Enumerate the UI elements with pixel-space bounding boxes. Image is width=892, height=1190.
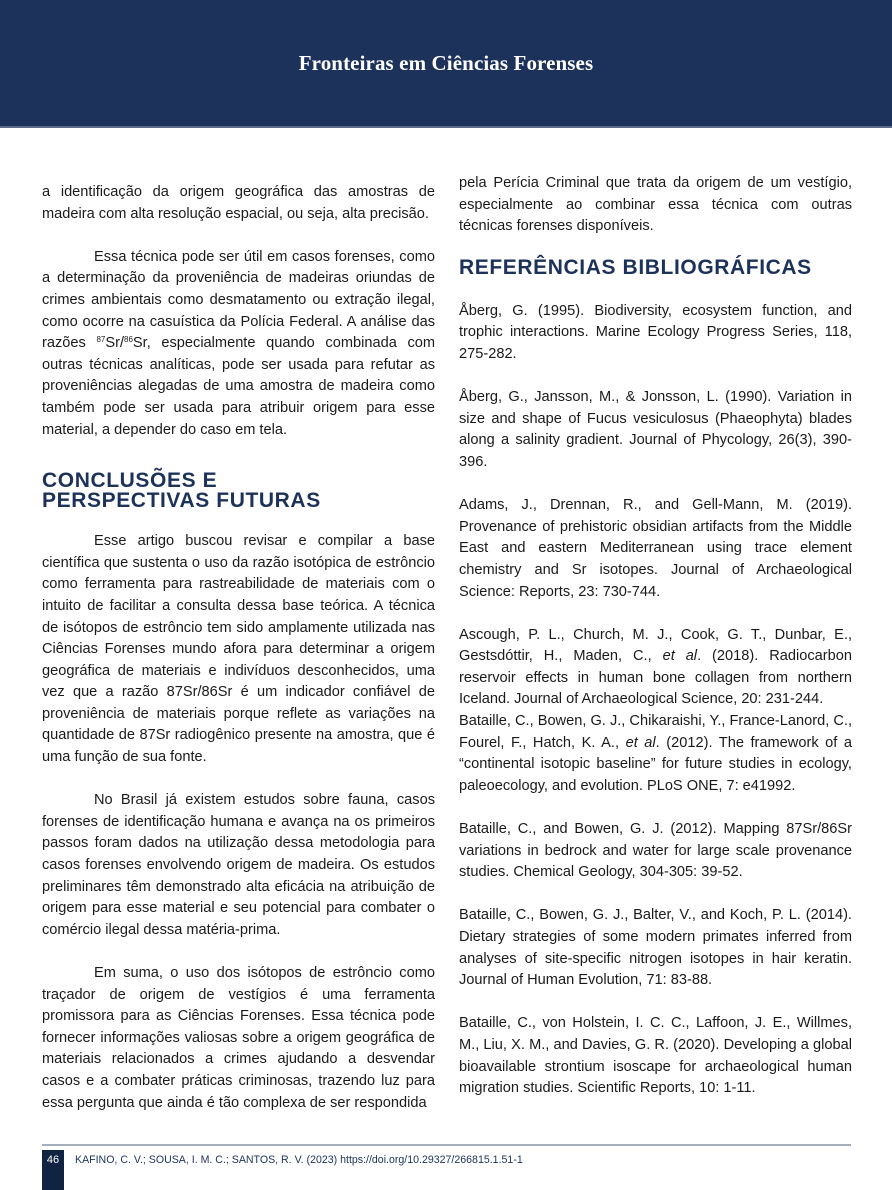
text-run: Essa técnica pode ser útil em casos forenses, como a determinação da proveniência de madeiras oriundas de crimes ambientais como desmatamento ou extração ilegal, como ocorre na casuística da Polícia Federal. A análise das razões [42,248,435,352]
heading-line: PERSPECTIVAS FUTURAS [42,489,321,513]
body-paragraph: Em suma, o uso dos isótopos de estrôncio como traçador de origem de vestígios é uma ferramenta promissora para as Ciências Forenses. Essa técnica pode fornecer informações valiosas sobre a origem geográfica de materiais relacionados a crimes ajudando a desvendar casos e a combater práticas criminosas, trazendo luz para essa pergunta que ainda é tão complexa de ser respondida [42,965,435,1111]
reference-text: Adams, J., Drennan, R., and Gell-Mann, M. (2019). Provenance of prehistoric obsidian artifacts from the Middle East and eastern Mediterranean using trace element chemistry and Sr isotopes. Journal of Archaeological Science: Reports, 23: 730-744. [459,497,852,600]
reference-text: Bataille, C., Bowen, G. J., Balter, V., and Koch, P. L. (2014). Dietary strategies of some modern primates inferred from analyses of site-specific nitrogen isotopes in hair keratin. Journal of Human Evolution, 71: 83-88. [459,907,852,989]
reference-text: Bataille, C., Bowen, G. J., Chikaraishi, Y., France-Lanord, C., Fourel, F., Hatch, K. A., [459,713,852,751]
reference-text: Åberg, G. (1995). Biodiversity, ecosystem function, and trophic interactions. Marine Ecology Progress Series, 118, 275-282. [459,302,852,362]
left-column [42,182,435,1114]
reference-text: . (2012). The framework of a “continental isotopic baseline” for future studies in ecology, paleoecology, and evolution. PLoS ONE, 7: e41992. [459,734,852,794]
section-heading-references: REFERÊNCIAS BIBLIOGRÁFICAS [459,255,812,279]
reference-text: Bataille, C., von Holstein, I. C. C., Laffoon, J. E., Willmes, M., Liu, X. M., and Davies, G. R. (2020). Developing a global bioavailable strontium isoscape for archaeological human migration studies. Scientific Reports, 10: 1-11. [459,1015,852,1097]
reference-text: Åberg, G., Jansson, M., & Jonsson, L. (1990). Variation in size and shape of Fucus vesiculosus (Phaeophyta) blades along a salinity gradient. Journal of Phycology, 26(3), 390-396. [459,389,852,470]
reference-item [459,905,852,991]
journal-title: Fronteiras em Ciências Forenses [298,51,594,75]
body-paragraph [42,247,435,441]
heading-line: CONCLUSÕES E [42,469,218,493]
body-paragraph: Esse artigo buscou revisar e compilar a base científica que sustenta o uso da razão isotópica de estrôncio como ferramenta para rastreabilidade de materiais com o intuito de facilitar a consulta dessa base teórica. A técnica de isótopos de estrôncio tem sido amplamente utilizada nas Ciências Forenses mundo afora para determinar a origem geográfica de materiais e indivíduos desconhecidos, uma vez que a razão 87Sr/86Sr é um indicador confiável de proveniência de materiais porque reflete as variações na quantidade de 87Sr radiogênico presente na amostra, que é uma função de sua fonte. [42,533,435,766]
reference-text: Bataille, C., and Bowen, G. J. (2012). Mapping 87Sr/86Sr variations in bedrock and water for large scale provenance studies. Chemical Geology, 304-305: 39-52. [459,821,852,881]
reference-item [459,625,852,711]
journal-header [0,0,892,128]
reference-text: . (2018). Radiocarbon reservoir effects in human bone collagen from northern Iceland. Journal of Archaeological Science, 20: 231-244. [459,648,852,708]
section-heading-conclusions [42,471,435,511]
right-column [459,173,852,1100]
reference-italic: et al [662,648,698,665]
page-number: 46 [42,1150,64,1190]
reference-list [459,301,852,1100]
reference-item [459,495,852,603]
text-run: Sr, especialmente quando combinada com outras técnicas analíticas, pode ser usada para refutar as proveniências alegadas de uma amostra de madeira como também pode ser usada para atribuir origem para esse material, a depender do caso em tela. [42,335,436,438]
body-paragraph: a identificação da origem geográfica das amostras de madeira com alta resolução espacial, ou seja, alta precisão. [42,184,435,222]
body-paragraph: No Brasil já existem estudos sobre fauna, casos forenses de identificação humana e avança na os primeiros passos foram dados na utilização dessa metodologia para casos forenses envolvendo origem de madeira. Os estudos preliminares têm demonstrado alta eficácia na atribuição de origem para esse material e seu potencial para combater o comércio ilegal dessa matéria-prima. [42,792,435,938]
reference-item [459,711,852,797]
reference-item [459,301,852,366]
reference-italic: et al [625,734,656,751]
superscript: 86 [124,335,133,345]
body-paragraph: pela Perícia Criminal que trata da origem de um vestígio, especialmente ao combinar essa técnica com outras técnicas forenses disponíveis. [459,175,852,235]
reference-item [459,387,852,473]
reference-item [459,819,852,884]
reference-text: Ascough, P. L., Church, M. J., Cook, G. T., Dunbar, E., Gestsdóttir, H., Maden, C., [459,626,852,665]
reference-item [459,1013,852,1099]
superscript: 87 [96,335,106,345]
text-run: Sr/ [105,335,124,352]
footer-citation: KAFINO, C. V.; SOUSA, I. M. C.; SANTOS, R. V. (2023) https://doi.org/10.29327/266815.1.51-1 [75,1154,523,1166]
footer-divider [42,1144,851,1146]
